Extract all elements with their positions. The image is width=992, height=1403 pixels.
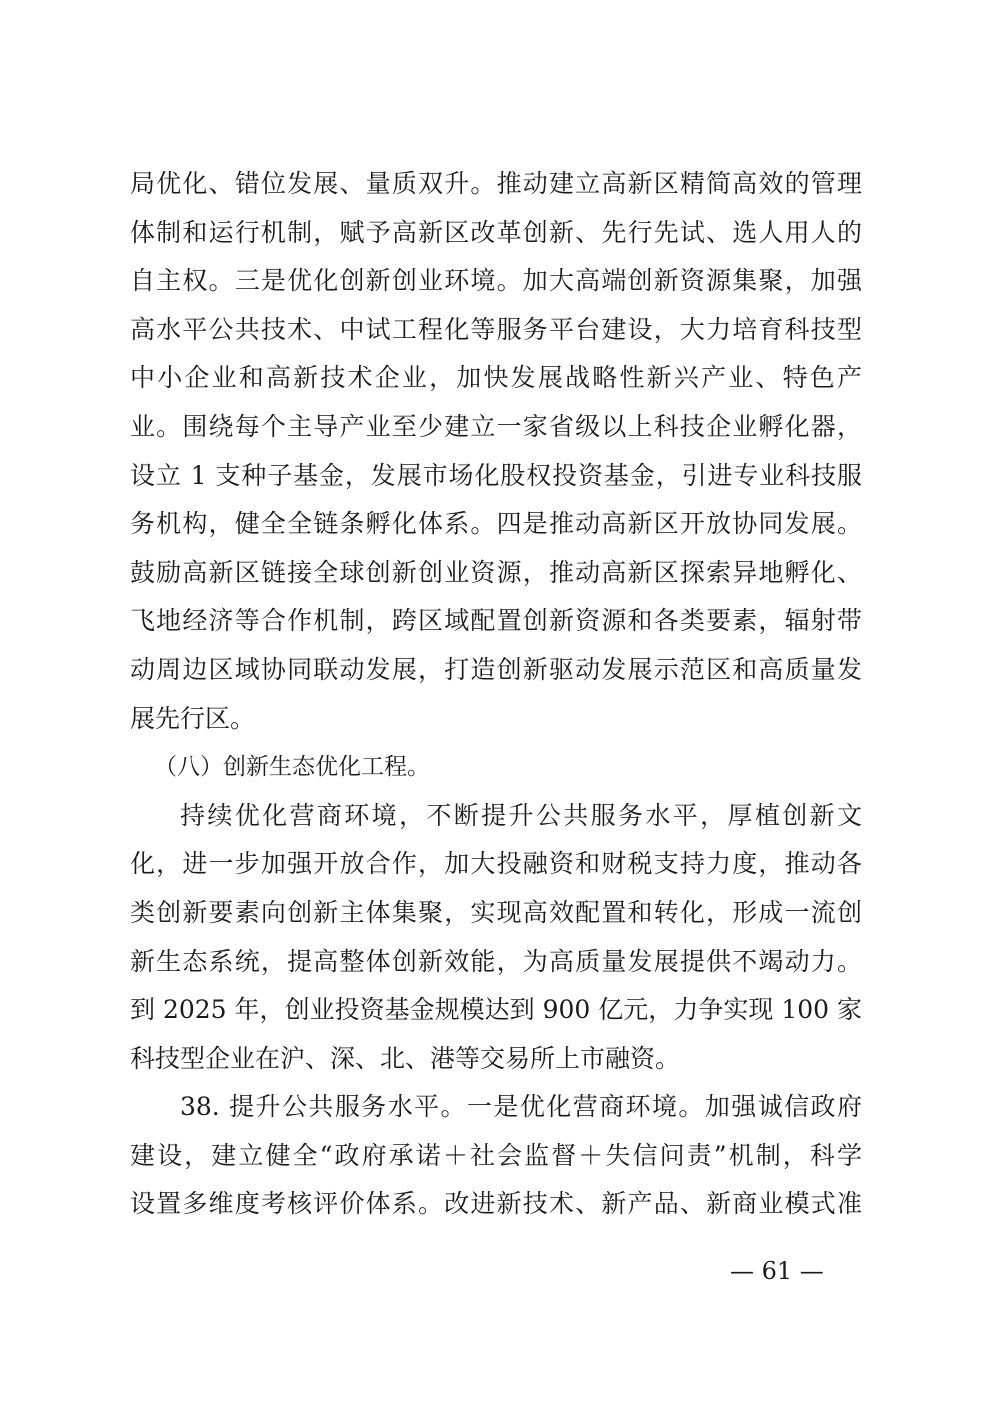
paragraph-line: 局优化、错位发展、量质双升。推动建立高新区精简高效的管理 bbox=[130, 169, 862, 198]
paragraph-line: 38. 提升公共服务水平。一是优化营商环境。加强诚信政府 bbox=[180, 1092, 862, 1122]
paragraph-line: 新生态系统，提高整体创新效能，为高质量发展提供不竭动力。 bbox=[130, 946, 862, 976]
paragraph-line: 动周边区域协同联动发展，打造创新驱动发展示范区和高质量发 bbox=[130, 654, 862, 684]
page-number: — 61 — bbox=[730, 1257, 824, 1285]
body-text bbox=[130, 160, 862, 1229]
paragraph-line: 鼓励高新区链接全球创新创业资源，推动高新区探索异地孵化、 bbox=[130, 557, 862, 587]
paragraph-line: 中小企业和高新技术企业，加快发展战略性新兴产业、特色产 bbox=[130, 363, 862, 393]
paragraph-line: 持续优化营商环境，不断提升公共服务水平，厚植创新文 bbox=[180, 800, 862, 830]
paragraph-line: 设置多维度考核评价体系。改进新技术、新产品、新商业模式准 bbox=[130, 1189, 862, 1219]
paragraph-line: 自主权。三是优化创新创业环境。加大高端创新资源集聚，加强 bbox=[130, 266, 862, 296]
paragraph-line: 体制和运行机制，赋予高新区改革创新、先行先试、选人用人的 bbox=[130, 217, 862, 247]
paragraph-line: 设立 1 支种子基金，发展市场化股权投资基金，引进专业科技服 bbox=[130, 460, 862, 490]
section-heading: （八）创新生态优化工程。 bbox=[154, 754, 430, 781]
paragraph-line: 飞地经济等合作机制，跨区域配置创新资源和各类要素，辐射带 bbox=[130, 606, 862, 636]
paragraph-line: 务机构，健全全链条孵化体系。四是推动高新区开放协同发展。 bbox=[130, 509, 862, 539]
paragraph-line: 科技型企业在沪、深、北、港等交易所上市融资。 bbox=[130, 1043, 681, 1073]
paragraph-line: 化，进一步加强开放合作，加大投融资和财税支持力度，推动各 bbox=[130, 849, 862, 879]
paragraph-line: 类创新要素向创新主体集聚，实现高效配置和转化，形成一流创 bbox=[130, 897, 862, 927]
paragraph-line: 展先行区。 bbox=[130, 703, 256, 733]
paragraph-line: 业。围绕每个主导产业至少建立一家省级以上科技企业孵化器， bbox=[130, 411, 862, 441]
paragraph-line: 高水平公共技术、中试工程化等服务平台建设，大力培育科技型 bbox=[130, 314, 862, 344]
paragraph-line: 到 2025 年，创业投资基金规模达到 900 亿元，力争实现 100 家 bbox=[130, 995, 862, 1025]
paragraph-3 bbox=[130, 1083, 862, 1229]
paragraph-line: 建设，建立健全“政府承诺＋社会监督＋失信问责”机制，科学 bbox=[130, 1140, 862, 1170]
paragraph-2 bbox=[130, 792, 862, 1084]
paragraph-1 bbox=[130, 160, 862, 743]
